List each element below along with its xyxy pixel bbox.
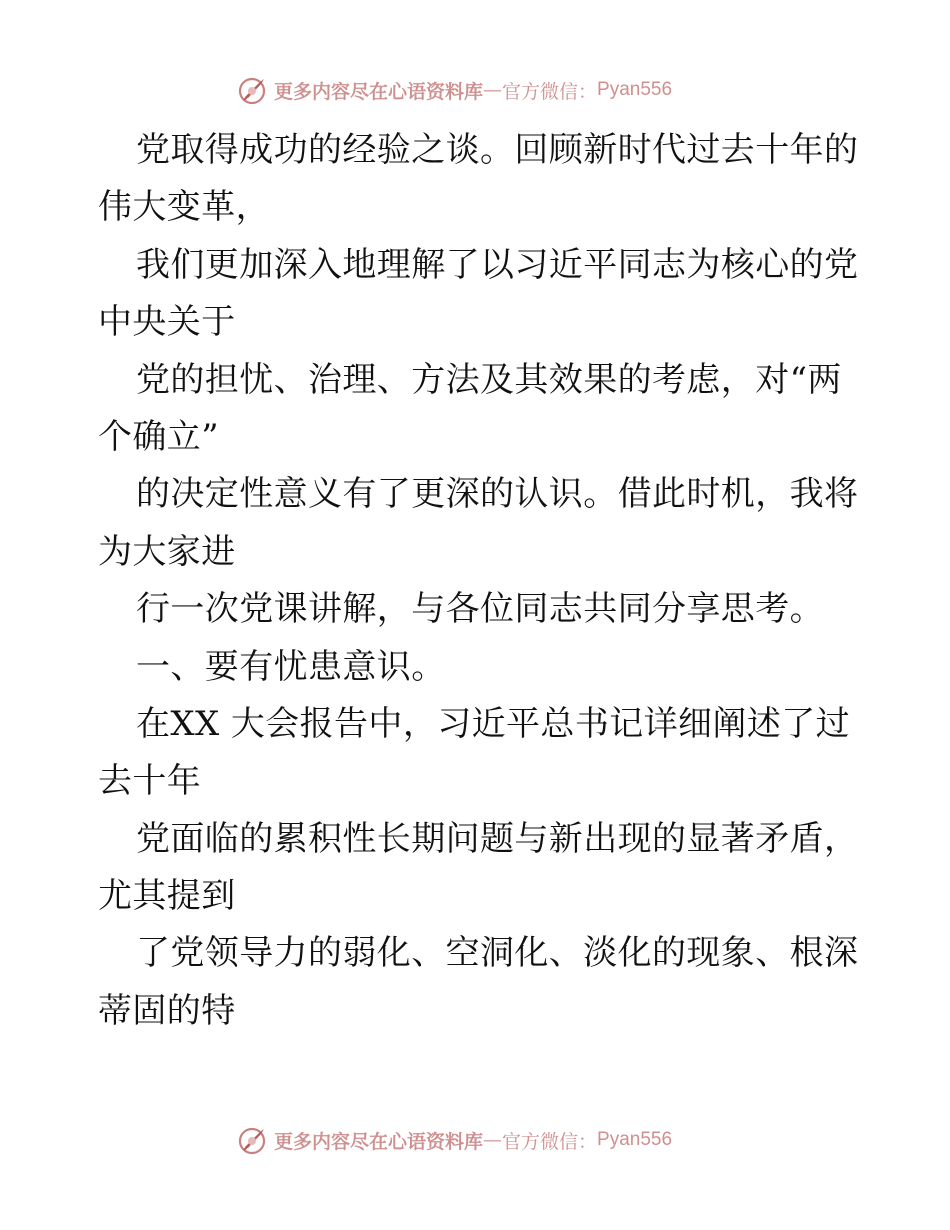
text-line: 为大家进: [98, 531, 236, 572]
document-body: [98, 122, 858, 1040]
text-line: 我们更加深入地理解了以习近平同志为核心的党: [136, 244, 859, 285]
text-line: 尤其提到: [98, 876, 236, 917]
footer-watermark: [236, 1123, 672, 1157]
text-line: 个确立”: [98, 416, 219, 457]
text-line: 蒂固的特: [98, 990, 236, 1031]
text-line: 党的担忧、治理、方法及其效果的考虑，对“两: [136, 359, 842, 400]
watermark-dash: —: [483, 1129, 503, 1151]
watermark-brand: 更多内容尽在心语资料库: [274, 80, 484, 103]
text-line: 了党领导力的弱化、空洞化、淡化的现象、根深: [136, 933, 859, 974]
quill-seal-icon: [236, 73, 270, 107]
text-line: 的决定性意义有了更深的认识。借此时机，我将: [136, 474, 859, 515]
text-line: 党取得成功的经验之谈。回顾新时代过去十年的: [136, 130, 859, 170]
text-line: 一、要有忧患意识。: [136, 646, 446, 687]
header-watermark: [236, 73, 672, 107]
text-line: 在XX 大会报告中，习近平总书记详细阐述了过: [136, 703, 851, 744]
quill-seal-icon: [236, 1123, 270, 1157]
watermark-wechat-id: Pyan556: [597, 1129, 673, 1150]
watermark-official-label: 官方微信：: [502, 80, 598, 103]
text-line: 党面临的累积性长期问题与新出现的显著矛盾，: [136, 818, 859, 859]
text-line: 去十年: [98, 761, 202, 802]
text-line: 行一次党课讲解，与各位同志共同分享思考。: [136, 589, 824, 630]
watermark-dash: —: [483, 79, 503, 101]
watermark-official-label: 官方微信：: [502, 1130, 598, 1153]
text-line: 伟大变革，: [98, 187, 270, 228]
watermark-brand: 更多内容尽在心语资料库: [274, 1130, 484, 1153]
watermark-wechat-id: Pyan556: [597, 79, 673, 100]
text-line: 中央关于: [98, 302, 236, 343]
